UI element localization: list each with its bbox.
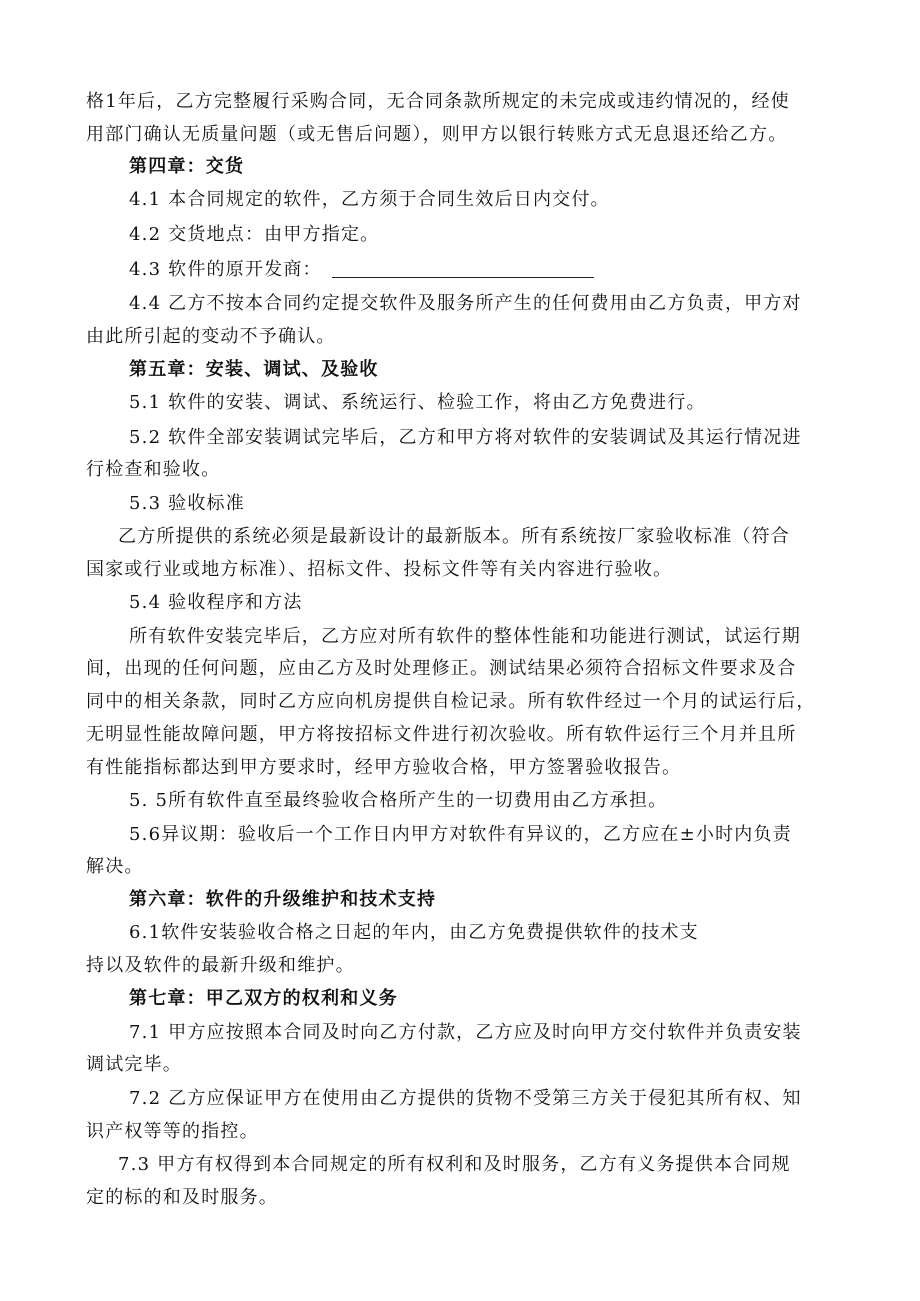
paragraph-line: 国家或行业或地方标准）、招标文件、投标文件等有关内容进行验收。 (86, 559, 673, 580)
clause-5-4: 5.4 验收程序和方法 (129, 592, 303, 613)
clause-4-3-label: 4.3 软件的原开发商： (129, 259, 322, 280)
paragraph-line: 同中的相关条款，同时乙方应向机房提供自检记录。所有软件经过一个月的试运行后， (86, 691, 816, 712)
paragraph-line: 调试完毕。 (86, 1054, 182, 1075)
paragraph-line: 定的标的和及时服务。 (86, 1187, 278, 1208)
paragraph-line: 持以及软件的最新升级和维护。 (86, 955, 355, 976)
clause-5-5: 5. 5所有软件直至最终验收合格所产生的一切费用由乙方承担。 (129, 790, 668, 811)
clause-6-1: 6.1软件安装验收合格之日起的年内，由乙方免费提供软件的技术支 (129, 922, 699, 943)
clause-7-1: 7.1 甲方应按照本合同及时向乙方付款，乙方应及时向甲方交付软件并负责安装 (129, 1022, 802, 1043)
developer-blank-field (332, 259, 594, 278)
paragraph-line: 格1年后，乙方完整履行采购合同，无合同条款所规定的未完成或违约情况的，经使 (86, 91, 790, 112)
clause-4-4: 4.4 乙方不按本合同约定提交软件及服务所产生的任何费用由乙方负责，甲方对 (129, 293, 802, 314)
clause-7-3: 7.3 甲方有权得到本合同规定的所有权利和及时服务，乙方有义务提供本合同规 (118, 1154, 791, 1175)
paragraph-line: 有性能指标都达到甲方要求时，经甲方验收合格，甲方签署验收报告。 (86, 757, 682, 778)
clause-5-3: 5.3 验收标准 (129, 493, 245, 514)
chapter-5-heading: 第五章：安装、调试、及验收 (129, 359, 379, 380)
chapter-7-heading: 第七章：甲乙双方的权利和义务 (129, 988, 398, 1009)
paragraph-line: 识产权等等的指控。 (86, 1121, 259, 1142)
paragraph-line: 无明显性能故障问题，甲方将按招标文件进行初次验收。所有软件运行三个月并且所 (86, 724, 797, 745)
chapter-6-heading: 第六章：软件的升级维护和技术支持 (129, 889, 437, 910)
clause-4-3 (129, 258, 594, 282)
clause-4-2: 4.2 交货地点：由甲方指定。 (129, 224, 380, 245)
paragraph-line: 间，出现的任何问题，应由乙方及时处理修正。测试结果必须符合招标文件要求及合 (86, 658, 797, 679)
clause-7-2: 7.2 乙方应保证甲方在使用由乙方提供的货物不受第三方关于侵犯其所有权、知 (129, 1088, 802, 1109)
paragraph-line: 行检查和验收。 (86, 459, 221, 480)
paragraph-line: 乙方所提供的系统必须是最新设计的最新版本。所有系统按厂家验收标准（符合 (118, 526, 790, 547)
clause-5-1: 5.1 软件的安装、调试、系统运行、检验工作，将由乙方免费进行。 (129, 392, 706, 413)
clause-5-2: 5.2 软件全部安装调试完毕后，乙方和甲方将对软件的安装调试及其运行情况进 (129, 427, 802, 448)
clause-5-6: 5.6异议期：验收后一个工作日内甲方对软件有异议的，乙方应在±小时内负责 (129, 824, 792, 845)
paragraph-line: 所有软件安装完毕后，乙方应对所有软件的整体性能和功能进行测试，试运行期 (129, 626, 801, 647)
paragraph-line: 由此所引起的变动不予确认。 (86, 326, 336, 347)
chapter-4-heading: 第四章：交货 (129, 156, 245, 177)
paragraph-line: 解决。 (86, 856, 144, 877)
clause-4-1: 4.1 本合同规定的软件，乙方须于合同生效后日内交付。 (129, 189, 610, 210)
paragraph-line: 用部门确认无质量问题（或无售后问题），则甲方以银行转账方式无息退还给乙方。 (86, 124, 788, 145)
